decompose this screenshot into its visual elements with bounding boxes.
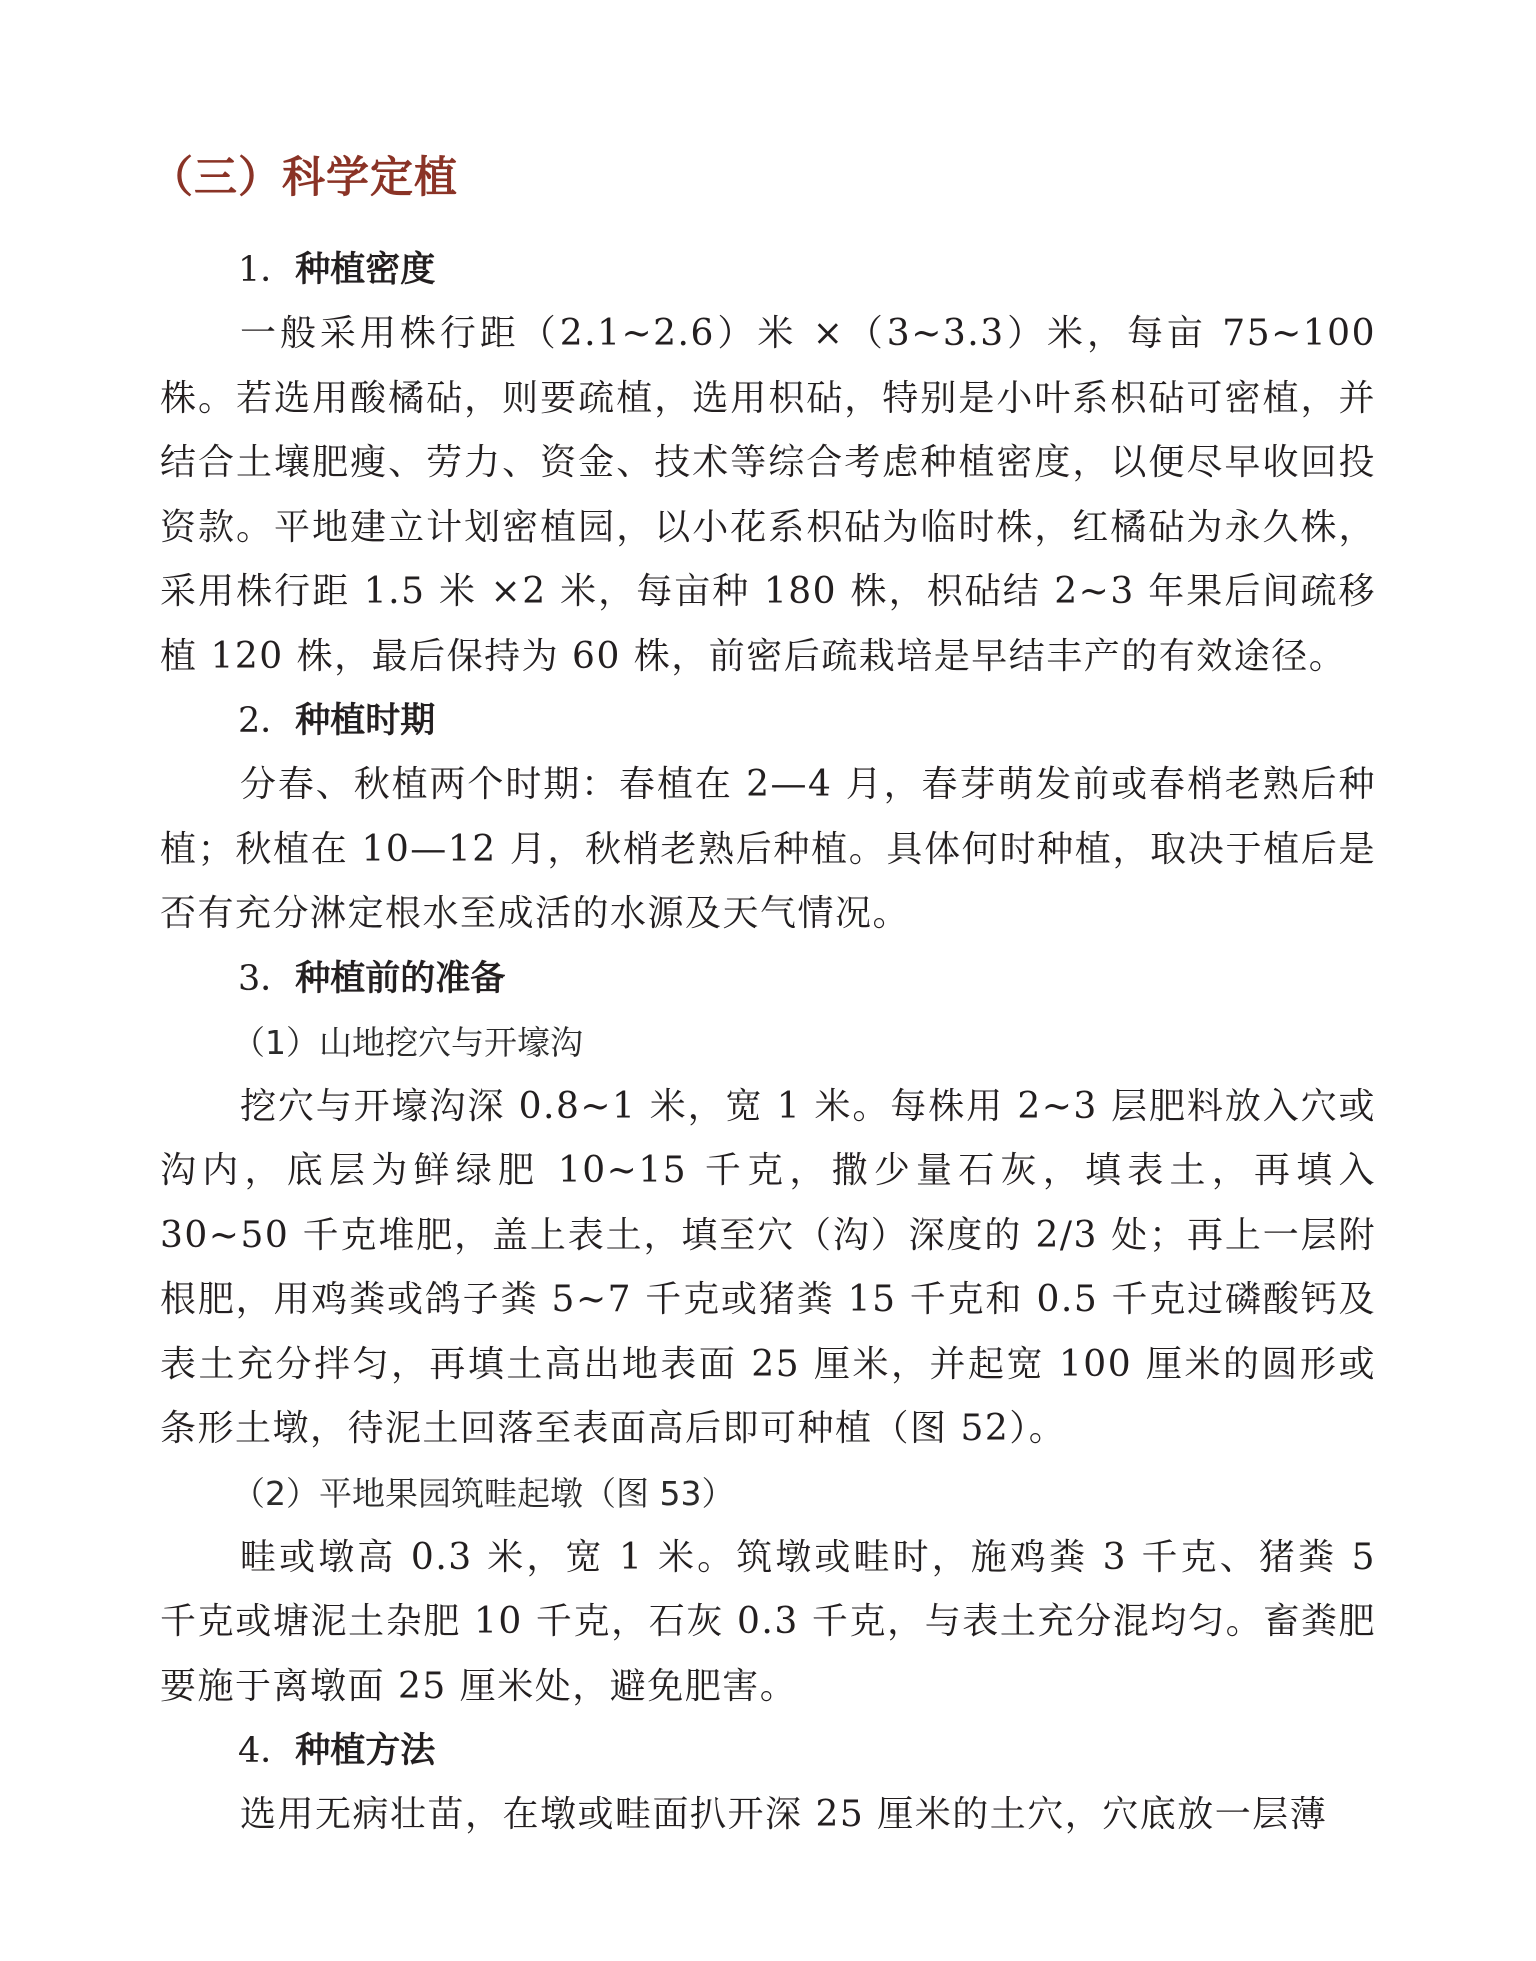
heading-planting-period	[160, 689, 1376, 753]
heading-number: 3．	[238, 958, 296, 999]
heading-text: 种植方法	[295, 1730, 436, 1771]
heading-text: 种植密度	[295, 249, 436, 290]
page-body	[160, 238, 1376, 1848]
paragraph-planting-period: 分春、秋植两个时期：春植在 2—4 月，春芽萌发前或春梢老熟后种植；秋植在 10—12 月，秋梢老熟后种植。具体何时种植，取决于植后是否有充分淋定根水至成活的水源及天气情况。	[160, 764, 1376, 934]
heading-number: 2．	[238, 701, 296, 741]
paragraph-planting-method: 选用无病壮苗，在墩或畦面扒开深 25 厘米的土穴，穴底放一层薄	[240, 1794, 1328, 1835]
subheading-flatland-ridges: （2）平地果园筑畦起墩（图 53）	[232, 1473, 735, 1513]
heading-text: 种植前的准备	[295, 957, 506, 999]
heading-planting-method	[160, 1719, 1376, 1783]
heading-text: 种植时期	[295, 700, 436, 741]
subheading-hill-digging: （1）山地挖穴与开壕沟	[232, 1022, 583, 1062]
heading-number: 1．	[238, 250, 296, 290]
section-title: （三）科学定植	[150, 153, 458, 203]
paragraph-flatland-ridges: 畦或墩高 0.3 米，宽 1 米。筑墩或畦时，施鸡粪 3 千克、猪粪 5 千克或塘泥土杂肥 10 千克，石灰 0.3 千克，与表土充分混均匀。畜粪肥要施于离墩面 25 厘米处，避免肥害。	[160, 1536, 1376, 1707]
paragraph-planting-density: 一般采用株行距（2.1~2.6）米 ×（3~3.3）米，每亩 75~100 株。若选用酸橘砧，则要疏植，选用枳砧，特别是小叶系枳砧可密植，并结合土壤肥瘦、劳力、资金、技术等综合考虑种植密度，以便尽早收回投资款。平地建立计划密植园，以小花系枳砧为临时株，红橘砧为永久株，采用株行距 1.5 米 ×2 米，每亩种 180 株，枳砧结 2~3 年果后间疏移植 120 株，最后保持为 60 株，前密后疏栽培是早结丰产的有效途径。	[160, 313, 1376, 677]
paragraph-hill-digging: 挖穴与开壕沟深 0.8~1 米，宽 1 米。每株用 2~3 层肥料放入穴或沟内，底层为鲜绿肥 10~15 千克，撒少量石灰，填表土，再填入 30~50 千克堆肥，盖上表土，填至穴（沟）深度的 2/3 处；再上一层附根肥，用鸡粪或鸽子粪 5~7 千克或猪粪 15 千克和 0.5 千克过磷酸钙及表土充分拌匀，再填土高出地表面 25 厘米，并起宽 100 厘米的圆形或条形土墩，待泥土回落至表面高后即可种植（图 52）。	[160, 1085, 1376, 1449]
heading-planting-density	[160, 238, 1376, 302]
heading-number: 4．	[238, 1731, 296, 1771]
heading-pre-planting-preparation	[160, 947, 1376, 1011]
